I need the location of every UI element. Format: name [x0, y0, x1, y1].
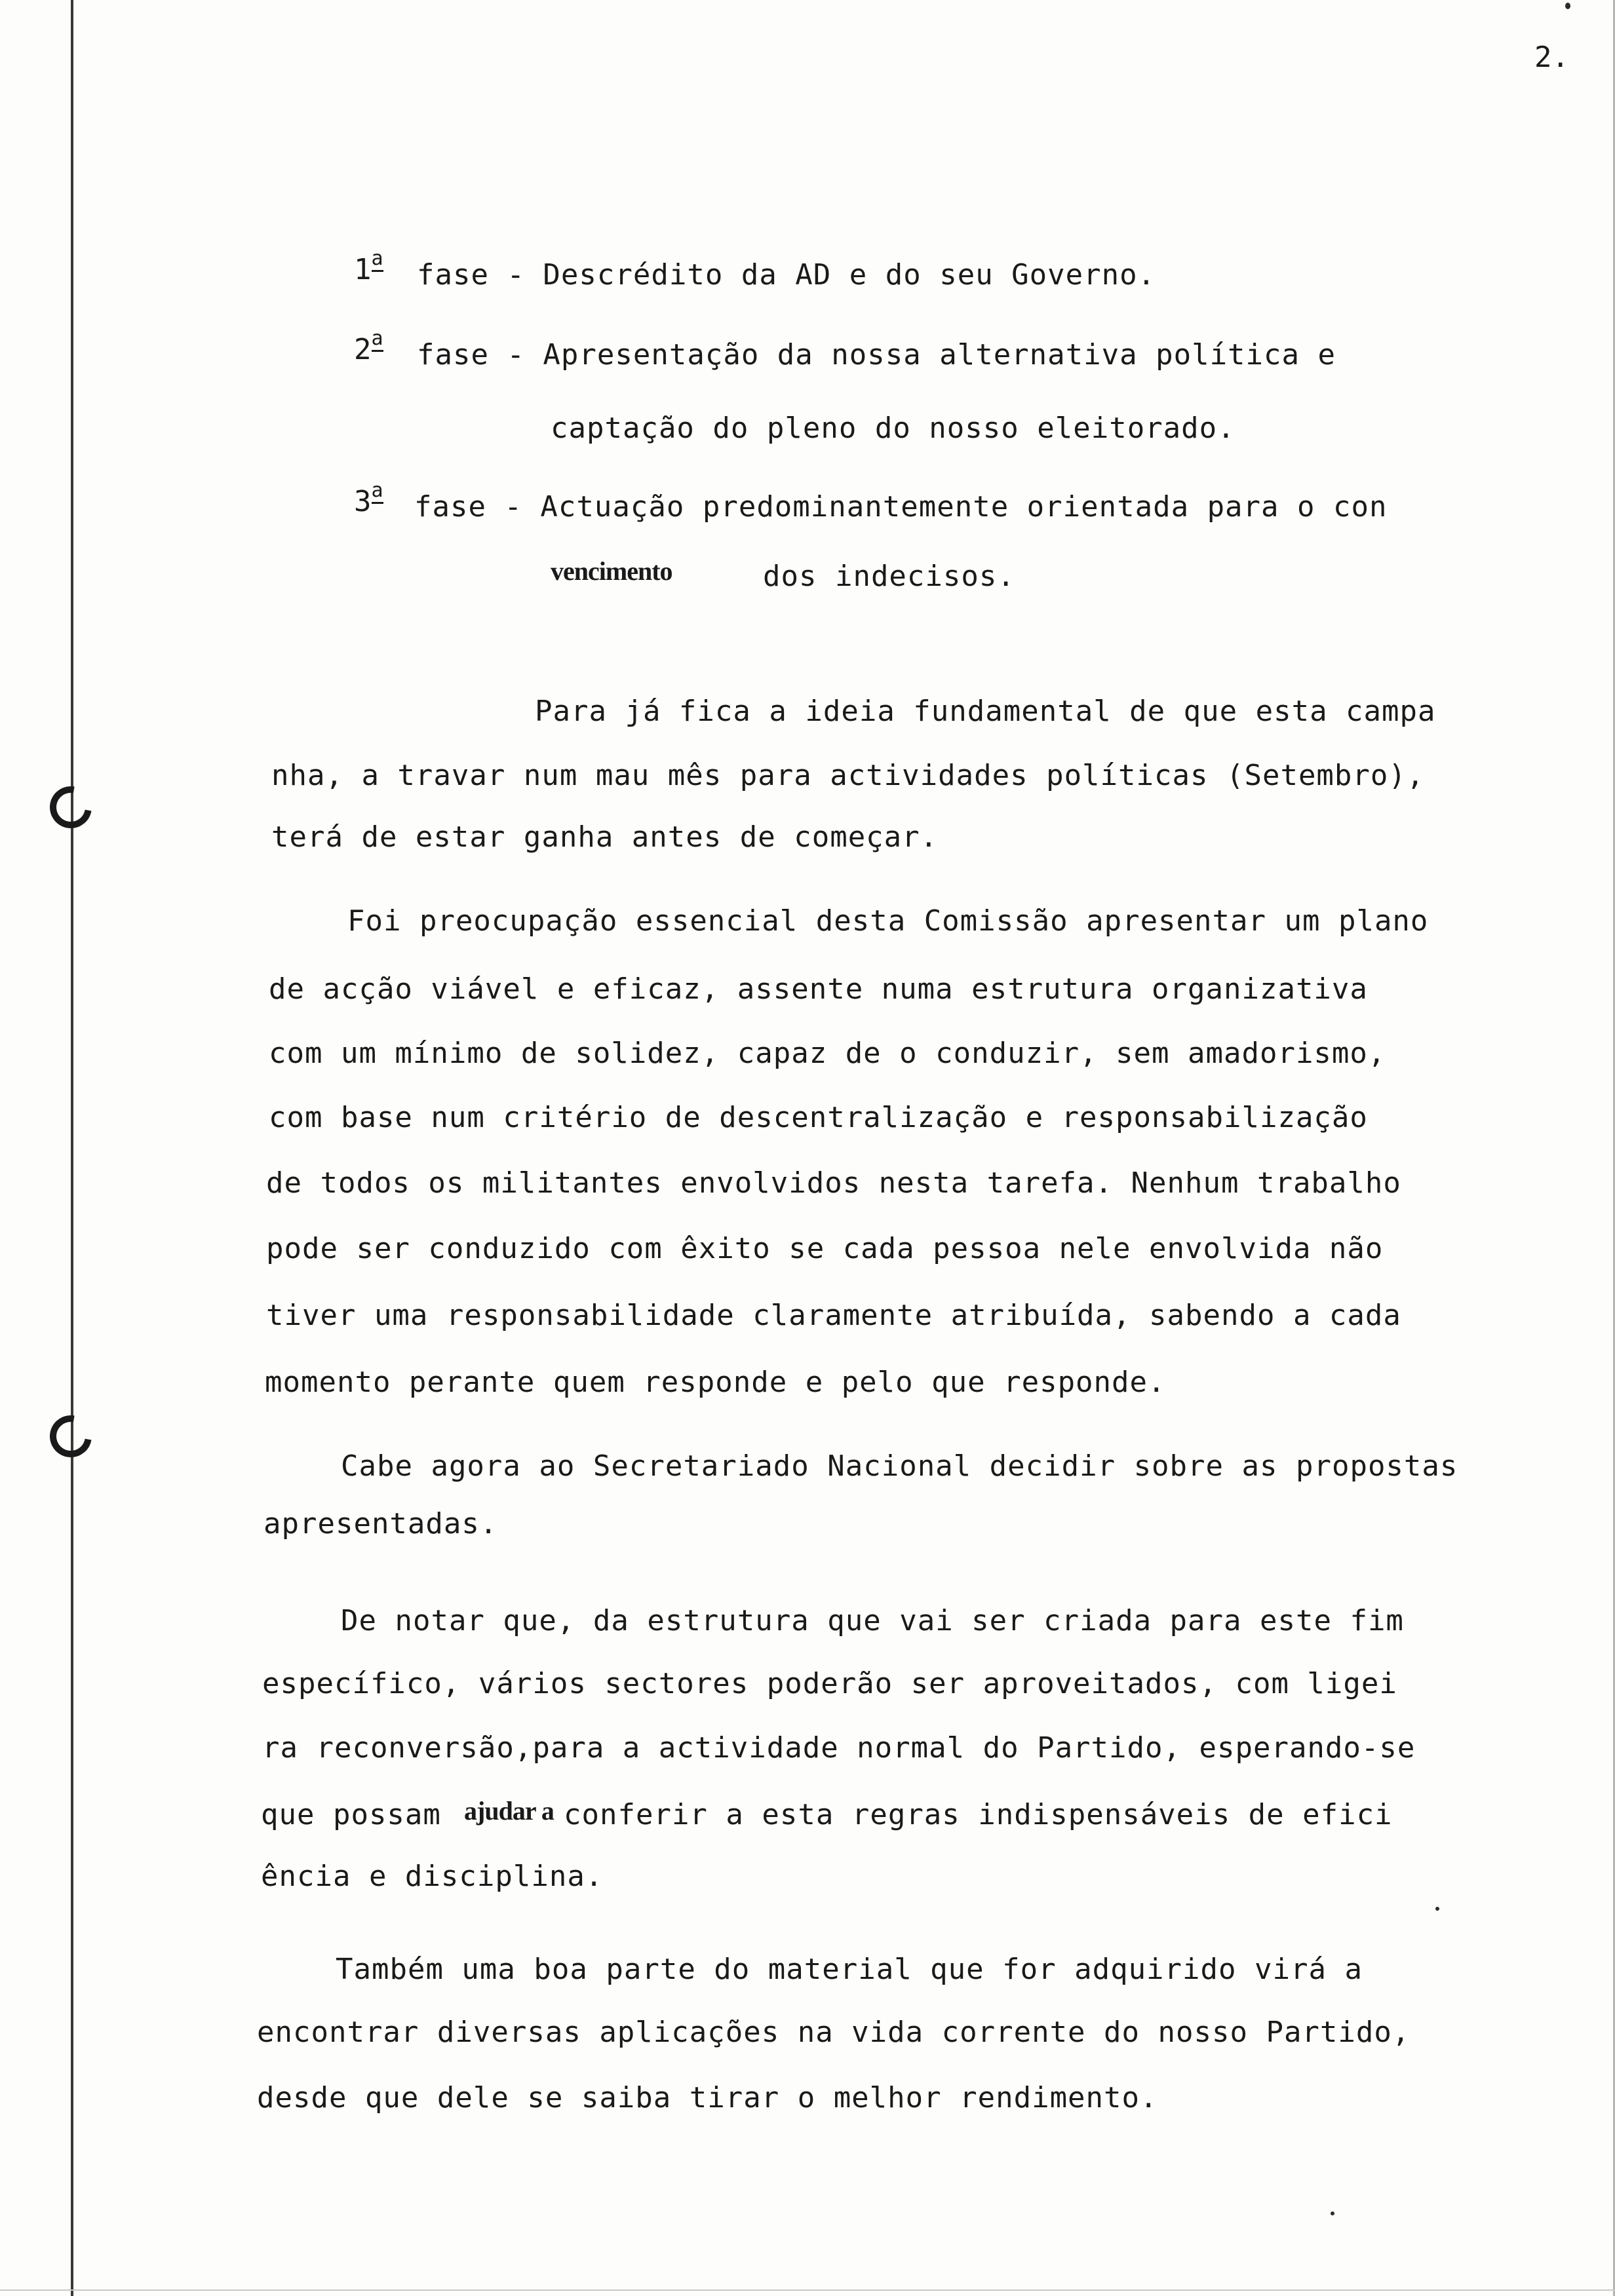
paragraph-4-line: que possam	[261, 1798, 441, 1831]
page-number: 2.	[1534, 41, 1569, 74]
phase-3-text-cont: dos indecisos.	[763, 560, 1015, 593]
paragraph-2-line: de acção viável e eficaz, assente numa estrutura organizativa	[269, 972, 1368, 1006]
phase-1-ordinal: 1a	[354, 247, 383, 286]
paragraph-2-line: com um mínimo de solidez, capaz de o conduzir, sem amadorismo,	[269, 1037, 1386, 1070]
phase-3-ordinal: 3a	[354, 479, 383, 518]
paragraph-5-line: desde que dele se saiba tirar o melhor rendimento.	[257, 2081, 1158, 2114]
paragraph-1-line: terá de estar ganha antes de começar.	[271, 820, 939, 854]
paragraph-2-line: com base num critério de descentralização e responsabilização	[269, 1101, 1368, 1134]
paragraph-4-handwritten-word: ajudar a	[464, 1796, 554, 1826]
phase-3-text: fase - Actuação predominantemente orientada para o con	[414, 490, 1388, 524]
paragraph-2-line: pode ser conduzido com êxito se cada pessoa nele envolvida não	[266, 1232, 1384, 1265]
paragraph-5-line: Também uma boa parte do material que for adquirido virá a	[336, 1953, 1363, 1986]
scan-speck	[1331, 2211, 1334, 2215]
phase-1-text: fase - Descrédito da AD e do seu Governo.	[417, 258, 1156, 292]
paragraph-1-line: Para já fica a ideia fundamental de que esta campa	[535, 695, 1436, 728]
paragraph-4-line: ra reconversão,para a actividade normal do Partido, esperando-se	[262, 1731, 1416, 1765]
paragraph-2-line: Foi preocupação essencial desta Comissão apresentar um plano	[347, 904, 1429, 938]
scan-speck	[1565, 3, 1570, 9]
paragraph-4-line: específico, vários sectores poderão ser aproveitados, com ligei	[262, 1667, 1397, 1700]
paragraph-3-line: Cabe agora ao Secretariado Nacional decidir sobre as propostas	[341, 1449, 1458, 1483]
paragraph-4-line: ência e disciplina.	[261, 1860, 604, 1893]
paragraph-2-line: tiver uma responsabilidade claramente atribuída, sabendo a cada	[266, 1299, 1401, 1332]
margin-rule	[71, 0, 73, 2296]
punch-hole-top	[41, 778, 100, 836]
paragraph-4-line: De notar que, da estrutura que vai ser criada para este fim	[341, 1604, 1404, 1637]
phase-2-ordinal: 2a	[354, 327, 383, 366]
phase-2-text-cont: captação do pleno do nosso eleitorado.	[551, 411, 1236, 445]
paragraph-1-line: nha, a travar num mau mês para actividades políticas (Setembro),	[271, 759, 1425, 792]
paragraph-2-line: momento perante quem responde e pelo que responde.	[265, 1366, 1166, 1399]
page-edge-bottom	[0, 2289, 1615, 2291]
paragraph-4-line: conferir a esta regras indispensáveis de efici	[564, 1798, 1393, 1831]
phase-3-handwritten-word: vencimento	[551, 556, 672, 586]
paragraph-5-line: encontrar diversas aplicações na vida corrente do nosso Partido,	[257, 2016, 1411, 2049]
punch-hole-bottom	[41, 1407, 100, 1465]
paragraph-3-line: apresentadas.	[263, 1507, 498, 1540]
paragraph-2-line: de todos os militantes envolvidos nesta tarefa. Nenhum trabalho	[266, 1166, 1401, 1200]
scan-speck	[1435, 1907, 1439, 1911]
phase-2-text: fase - Apresentação da nossa alternativa política e	[417, 338, 1336, 372]
